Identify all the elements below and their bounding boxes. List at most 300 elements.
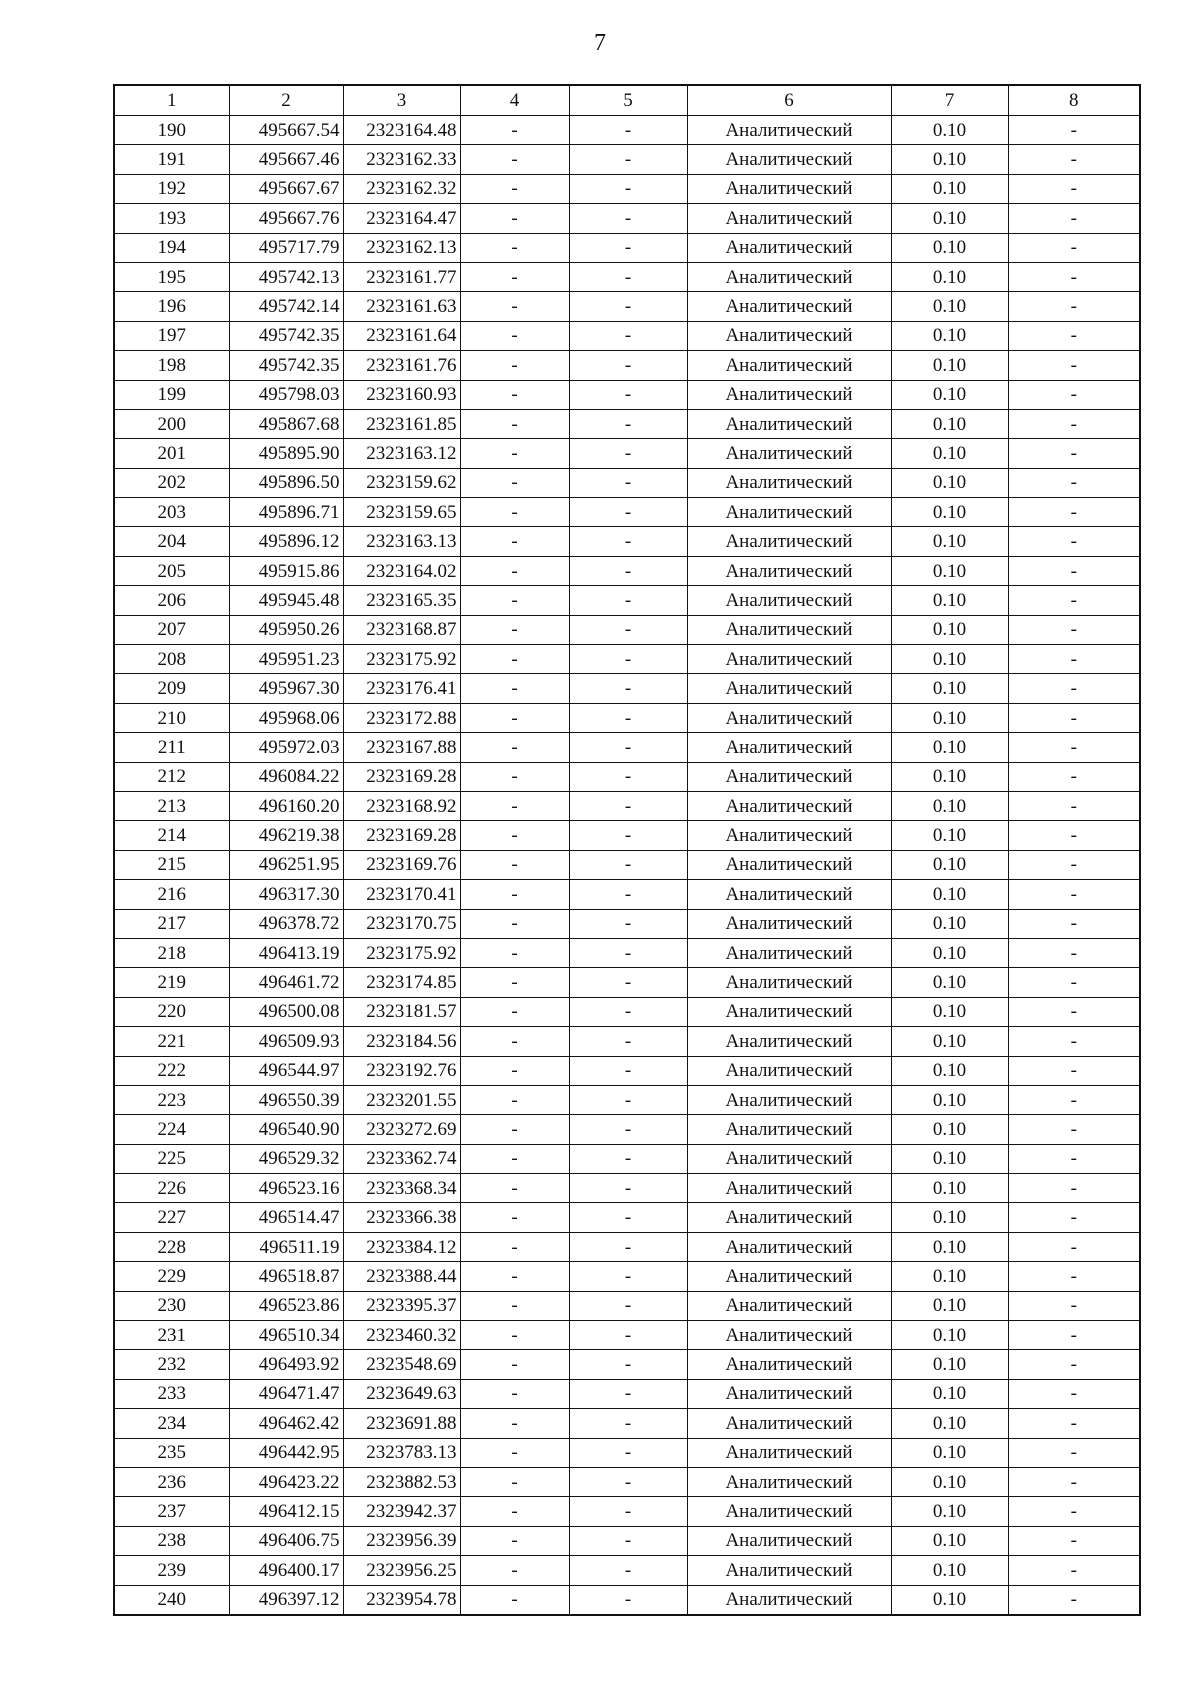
method-cell: Аналитический (687, 1085, 891, 1114)
point-number-cell: 228 (114, 1232, 229, 1261)
column-8-cell: - (1008, 1174, 1140, 1203)
accuracy-cell: 0.10 (891, 1056, 1008, 1085)
column-4-cell: - (460, 1174, 569, 1203)
table-row (114, 1174, 1140, 1203)
table-row (114, 439, 1140, 468)
x-coordinate-cell: 496510.34 (229, 1321, 343, 1350)
y-coordinate-cell: 2323164.47 (343, 204, 460, 233)
column-5-cell: - (569, 1350, 687, 1379)
table-row (114, 968, 1140, 997)
y-coordinate-cell: 2323159.62 (343, 468, 460, 497)
column-8-cell: - (1008, 850, 1140, 879)
table-header-row (114, 85, 1140, 116)
accuracy-cell: 0.10 (891, 1291, 1008, 1320)
table-row (114, 174, 1140, 203)
column-5-cell: - (569, 1056, 687, 1085)
method-cell: Аналитический (687, 968, 891, 997)
y-coordinate-cell: 2323956.39 (343, 1526, 460, 1555)
column-8-cell: - (1008, 292, 1140, 321)
accuracy-cell: 0.10 (891, 1350, 1008, 1379)
method-cell: Аналитический (687, 321, 891, 350)
method-cell: Аналитический (687, 1497, 891, 1526)
column-5-cell: - (569, 1409, 687, 1438)
column-8-cell: - (1008, 351, 1140, 380)
column-4-cell: - (460, 116, 569, 145)
point-number-cell: 195 (114, 262, 229, 291)
y-coordinate-cell: 2323168.92 (343, 791, 460, 820)
table-row (114, 145, 1140, 174)
method-cell: Аналитический (687, 380, 891, 409)
method-cell: Аналитический (687, 1467, 891, 1496)
accuracy-cell: 0.10 (891, 527, 1008, 556)
table-row (114, 262, 1140, 291)
point-number-cell: 231 (114, 1321, 229, 1350)
column-5-cell: - (569, 1321, 687, 1350)
column-4-cell: - (460, 380, 569, 409)
point-number-cell: 224 (114, 1115, 229, 1144)
point-number-cell: 202 (114, 468, 229, 497)
point-number-cell: 214 (114, 821, 229, 850)
column-5-cell: - (569, 468, 687, 497)
accuracy-cell: 0.10 (891, 880, 1008, 909)
point-number-cell: 191 (114, 145, 229, 174)
point-number-cell: 194 (114, 233, 229, 262)
column-8-cell: - (1008, 498, 1140, 527)
table-row (114, 615, 1140, 644)
column-4-cell: - (460, 1467, 569, 1496)
accuracy-cell: 0.10 (891, 556, 1008, 585)
x-coordinate-cell: 495742.14 (229, 292, 343, 321)
x-coordinate-cell: 495896.71 (229, 498, 343, 527)
table-row (114, 1438, 1140, 1467)
table-row (114, 380, 1140, 409)
x-coordinate-cell: 496397.12 (229, 1585, 343, 1615)
column-4-cell: - (460, 968, 569, 997)
y-coordinate-cell: 2323162.32 (343, 174, 460, 203)
y-coordinate-cell: 2323395.37 (343, 1291, 460, 1320)
y-coordinate-cell: 2323272.69 (343, 1115, 460, 1144)
column-8-cell: - (1008, 997, 1140, 1026)
x-coordinate-cell: 495667.54 (229, 116, 343, 145)
point-number-cell: 212 (114, 762, 229, 791)
column-4-cell: - (460, 1203, 569, 1232)
column-5-cell: - (569, 439, 687, 468)
method-cell: Аналитический (687, 821, 891, 850)
accuracy-cell: 0.10 (891, 1085, 1008, 1114)
x-coordinate-cell: 495667.46 (229, 145, 343, 174)
table-row (114, 1585, 1140, 1615)
method-cell: Аналитический (687, 1056, 891, 1085)
point-number-cell: 229 (114, 1262, 229, 1291)
method-cell: Аналитический (687, 997, 891, 1026)
table-row (114, 321, 1140, 350)
column-5-cell: - (569, 1085, 687, 1114)
x-coordinate-cell: 495667.76 (229, 204, 343, 233)
column-8-cell: - (1008, 821, 1140, 850)
table-row (114, 116, 1140, 145)
column-8-cell: - (1008, 1409, 1140, 1438)
column-8-cell: - (1008, 556, 1140, 585)
column-header-1: 1 (114, 85, 229, 116)
method-cell: Аналитический (687, 527, 891, 556)
column-4-cell: - (460, 762, 569, 791)
column-header-6: 6 (687, 85, 891, 116)
y-coordinate-cell: 2323174.85 (343, 968, 460, 997)
column-8-cell: - (1008, 1438, 1140, 1467)
y-coordinate-cell: 2323649.63 (343, 1379, 460, 1408)
table-row (114, 351, 1140, 380)
column-5-cell: - (569, 556, 687, 585)
method-cell: Аналитический (687, 703, 891, 732)
point-number-cell: 211 (114, 733, 229, 762)
column-header-5: 5 (569, 85, 687, 116)
table-row (114, 527, 1140, 556)
column-5-cell: - (569, 1262, 687, 1291)
column-4-cell: - (460, 145, 569, 174)
column-8-cell: - (1008, 1144, 1140, 1173)
y-coordinate-cell: 2323170.41 (343, 880, 460, 909)
point-number-cell: 192 (114, 174, 229, 203)
column-8-cell: - (1008, 1350, 1140, 1379)
point-number-cell: 220 (114, 997, 229, 1026)
accuracy-cell: 0.10 (891, 439, 1008, 468)
method-cell: Аналитический (687, 1379, 891, 1408)
method-cell: Аналитический (687, 1027, 891, 1056)
column-4-cell: - (460, 1144, 569, 1173)
accuracy-cell: 0.10 (891, 1526, 1008, 1555)
method-cell: Аналитический (687, 1409, 891, 1438)
column-4-cell: - (460, 409, 569, 438)
accuracy-cell: 0.10 (891, 821, 1008, 850)
column-4-cell: - (460, 1526, 569, 1555)
point-number-cell: 239 (114, 1556, 229, 1585)
x-coordinate-cell: 496400.17 (229, 1556, 343, 1585)
y-coordinate-cell: 2323161.64 (343, 321, 460, 350)
accuracy-cell: 0.10 (891, 380, 1008, 409)
column-4-cell: - (460, 1232, 569, 1261)
column-8-cell: - (1008, 321, 1140, 350)
column-8-cell: - (1008, 880, 1140, 909)
y-coordinate-cell: 2323161.63 (343, 292, 460, 321)
point-number-cell: 197 (114, 321, 229, 350)
method-cell: Аналитический (687, 674, 891, 703)
point-number-cell: 233 (114, 1379, 229, 1408)
point-number-cell: 235 (114, 1438, 229, 1467)
method-cell: Аналитический (687, 1291, 891, 1320)
point-number-cell: 200 (114, 409, 229, 438)
column-5-cell: - (569, 1497, 687, 1526)
table-row (114, 1085, 1140, 1114)
accuracy-cell: 0.10 (891, 233, 1008, 262)
column-8-cell: - (1008, 1497, 1140, 1526)
table-row (114, 938, 1140, 967)
column-5-cell: - (569, 204, 687, 233)
x-coordinate-cell: 496544.97 (229, 1056, 343, 1085)
y-coordinate-cell: 2323169.76 (343, 850, 460, 879)
column-8-cell: - (1008, 174, 1140, 203)
accuracy-cell: 0.10 (891, 762, 1008, 791)
column-5-cell: - (569, 145, 687, 174)
method-cell: Аналитический (687, 938, 891, 967)
method-cell: Аналитический (687, 1115, 891, 1144)
column-5-cell: - (569, 1379, 687, 1408)
x-coordinate-cell: 495717.79 (229, 233, 343, 262)
column-4-cell: - (460, 1262, 569, 1291)
column-4-cell: - (460, 909, 569, 938)
x-coordinate-cell: 496550.39 (229, 1085, 343, 1114)
column-8-cell: - (1008, 703, 1140, 732)
x-coordinate-cell: 495896.12 (229, 527, 343, 556)
point-number-cell: 217 (114, 909, 229, 938)
method-cell: Аналитический (687, 1262, 891, 1291)
y-coordinate-cell: 2323691.88 (343, 1409, 460, 1438)
x-coordinate-cell: 496251.95 (229, 850, 343, 879)
x-coordinate-cell: 496160.20 (229, 791, 343, 820)
x-coordinate-cell: 496406.75 (229, 1526, 343, 1555)
x-coordinate-cell: 496471.47 (229, 1379, 343, 1408)
column-8-cell: - (1008, 1115, 1140, 1144)
point-number-cell: 196 (114, 292, 229, 321)
x-coordinate-cell: 495867.68 (229, 409, 343, 438)
column-4-cell: - (460, 527, 569, 556)
y-coordinate-cell: 2323366.38 (343, 1203, 460, 1232)
x-coordinate-cell: 495742.13 (229, 262, 343, 291)
page-number: 7 (594, 30, 606, 56)
column-8-cell: - (1008, 1262, 1140, 1291)
table-row (114, 204, 1140, 233)
column-5-cell: - (569, 1144, 687, 1173)
column-4-cell: - (460, 615, 569, 644)
column-5-cell: - (569, 1585, 687, 1615)
accuracy-cell: 0.10 (891, 262, 1008, 291)
accuracy-cell: 0.10 (891, 1262, 1008, 1291)
column-4-cell: - (460, 1438, 569, 1467)
table-row (114, 1409, 1140, 1438)
column-4-cell: - (460, 791, 569, 820)
point-number-cell: 234 (114, 1409, 229, 1438)
method-cell: Аналитический (687, 1321, 891, 1350)
method-cell: Аналитический (687, 791, 891, 820)
column-8-cell: - (1008, 1585, 1140, 1615)
method-cell: Аналитический (687, 1232, 891, 1261)
column-5-cell: - (569, 850, 687, 879)
column-4-cell: - (460, 997, 569, 1026)
y-coordinate-cell: 2323548.69 (343, 1350, 460, 1379)
x-coordinate-cell: 496219.38 (229, 821, 343, 850)
accuracy-cell: 0.10 (891, 909, 1008, 938)
column-4-cell: - (460, 880, 569, 909)
method-cell: Аналитический (687, 850, 891, 879)
x-coordinate-cell: 495950.26 (229, 615, 343, 644)
table-body (114, 116, 1140, 1615)
column-5-cell: - (569, 1291, 687, 1320)
column-5-cell: - (569, 292, 687, 321)
table-row (114, 1144, 1140, 1173)
column-8-cell: - (1008, 527, 1140, 556)
column-4-cell: - (460, 1497, 569, 1526)
column-4-cell: - (460, 292, 569, 321)
column-header-7: 7 (891, 85, 1008, 116)
method-cell: Аналитический (687, 468, 891, 497)
point-number-cell: 223 (114, 1085, 229, 1114)
column-4-cell: - (460, 674, 569, 703)
column-4-cell: - (460, 1291, 569, 1320)
x-coordinate-cell: 495915.86 (229, 556, 343, 585)
point-number-cell: 190 (114, 116, 229, 145)
table-row (114, 1056, 1140, 1085)
table-row (114, 409, 1140, 438)
column-8-cell: - (1008, 968, 1140, 997)
x-coordinate-cell: 495945.48 (229, 586, 343, 615)
column-8-cell: - (1008, 468, 1140, 497)
table-row (114, 762, 1140, 791)
table-row (114, 1379, 1140, 1408)
accuracy-cell: 0.10 (891, 204, 1008, 233)
table-row (114, 1321, 1140, 1350)
column-8-cell: - (1008, 233, 1140, 262)
point-number-cell: 236 (114, 1467, 229, 1496)
table-row (114, 674, 1140, 703)
accuracy-cell: 0.10 (891, 116, 1008, 145)
column-8-cell: - (1008, 1027, 1140, 1056)
column-5-cell: - (569, 1467, 687, 1496)
y-coordinate-cell: 2323161.85 (343, 409, 460, 438)
point-number-cell: 240 (114, 1585, 229, 1615)
column-8-cell: - (1008, 439, 1140, 468)
accuracy-cell: 0.10 (891, 938, 1008, 967)
table-row (114, 645, 1140, 674)
accuracy-cell: 0.10 (891, 703, 1008, 732)
table-row (114, 556, 1140, 585)
accuracy-cell: 0.10 (891, 1497, 1008, 1526)
y-coordinate-cell: 2323159.65 (343, 498, 460, 527)
table-row (114, 1526, 1140, 1555)
accuracy-cell: 0.10 (891, 468, 1008, 497)
column-5-cell: - (569, 703, 687, 732)
accuracy-cell: 0.10 (891, 850, 1008, 879)
point-number-cell: 199 (114, 380, 229, 409)
x-coordinate-cell: 495896.50 (229, 468, 343, 497)
column-4-cell: - (460, 586, 569, 615)
table-row (114, 1497, 1140, 1526)
column-8-cell: - (1008, 1556, 1140, 1585)
y-coordinate-cell: 2323170.75 (343, 909, 460, 938)
column-4-cell: - (460, 174, 569, 203)
column-4-cell: - (460, 556, 569, 585)
x-coordinate-cell: 495667.67 (229, 174, 343, 203)
column-4-cell: - (460, 938, 569, 967)
column-4-cell: - (460, 204, 569, 233)
table-row (114, 997, 1140, 1026)
method-cell: Аналитический (687, 116, 891, 145)
method-cell: Аналитический (687, 145, 891, 174)
method-cell: Аналитический (687, 909, 891, 938)
table-row (114, 1262, 1140, 1291)
x-coordinate-cell: 496461.72 (229, 968, 343, 997)
accuracy-cell: 0.10 (891, 1321, 1008, 1350)
x-coordinate-cell: 495972.03 (229, 733, 343, 762)
y-coordinate-cell: 2323175.92 (343, 938, 460, 967)
column-5-cell: - (569, 880, 687, 909)
x-coordinate-cell: 495895.90 (229, 439, 343, 468)
method-cell: Аналитический (687, 292, 891, 321)
column-4-cell: - (460, 1350, 569, 1379)
method-cell: Аналитический (687, 645, 891, 674)
x-coordinate-cell: 495742.35 (229, 321, 343, 350)
x-coordinate-cell: 496540.90 (229, 1115, 343, 1144)
x-coordinate-cell: 496412.15 (229, 1497, 343, 1526)
y-coordinate-cell: 2323172.88 (343, 703, 460, 732)
y-coordinate-cell: 2323956.25 (343, 1556, 460, 1585)
column-4-cell: - (460, 1085, 569, 1114)
coordinates-table (113, 84, 1141, 1616)
column-5-cell: - (569, 116, 687, 145)
x-coordinate-cell: 496523.16 (229, 1174, 343, 1203)
method-cell: Аналитический (687, 174, 891, 203)
column-8-cell: - (1008, 645, 1140, 674)
table-row (114, 586, 1140, 615)
point-number-cell: 206 (114, 586, 229, 615)
point-number-cell: 225 (114, 1144, 229, 1173)
accuracy-cell: 0.10 (891, 1379, 1008, 1408)
method-cell: Аналитический (687, 409, 891, 438)
method-cell: Аналитический (687, 586, 891, 615)
column-5-cell: - (569, 615, 687, 644)
x-coordinate-cell: 496423.22 (229, 1467, 343, 1496)
accuracy-cell: 0.10 (891, 1115, 1008, 1144)
table-row (114, 733, 1140, 762)
column-8-cell: - (1008, 116, 1140, 145)
y-coordinate-cell: 2323168.87 (343, 615, 460, 644)
table-row (114, 498, 1140, 527)
column-4-cell: - (460, 1556, 569, 1585)
column-4-cell: - (460, 468, 569, 497)
column-header-3: 3 (343, 85, 460, 116)
column-5-cell: - (569, 1174, 687, 1203)
point-number-cell: 203 (114, 498, 229, 527)
x-coordinate-cell: 496514.47 (229, 1203, 343, 1232)
accuracy-cell: 0.10 (891, 1174, 1008, 1203)
accuracy-cell: 0.10 (891, 174, 1008, 203)
x-coordinate-cell: 496462.42 (229, 1409, 343, 1438)
method-cell: Аналитический (687, 1144, 891, 1173)
table-row (114, 292, 1140, 321)
column-5-cell: - (569, 321, 687, 350)
accuracy-cell: 0.10 (891, 1585, 1008, 1615)
y-coordinate-cell: 2323201.55 (343, 1085, 460, 1114)
column-4-cell: - (460, 262, 569, 291)
method-cell: Аналитический (687, 615, 891, 644)
x-coordinate-cell: 495967.30 (229, 674, 343, 703)
method-cell: Аналитический (687, 1526, 891, 1555)
column-5-cell: - (569, 821, 687, 850)
column-8-cell: - (1008, 1379, 1140, 1408)
method-cell: Аналитический (687, 1174, 891, 1203)
column-4-cell: - (460, 733, 569, 762)
y-coordinate-cell: 2323368.34 (343, 1174, 460, 1203)
x-coordinate-cell: 496509.93 (229, 1027, 343, 1056)
point-number-cell: 219 (114, 968, 229, 997)
method-cell: Аналитический (687, 498, 891, 527)
x-coordinate-cell: 496317.30 (229, 880, 343, 909)
column-5-cell: - (569, 1115, 687, 1144)
method-cell: Аналитический (687, 1585, 891, 1615)
table-row (114, 1232, 1140, 1261)
method-cell: Аналитический (687, 204, 891, 233)
column-4-cell: - (460, 1321, 569, 1350)
point-number-cell: 237 (114, 1497, 229, 1526)
method-cell: Аналитический (687, 262, 891, 291)
